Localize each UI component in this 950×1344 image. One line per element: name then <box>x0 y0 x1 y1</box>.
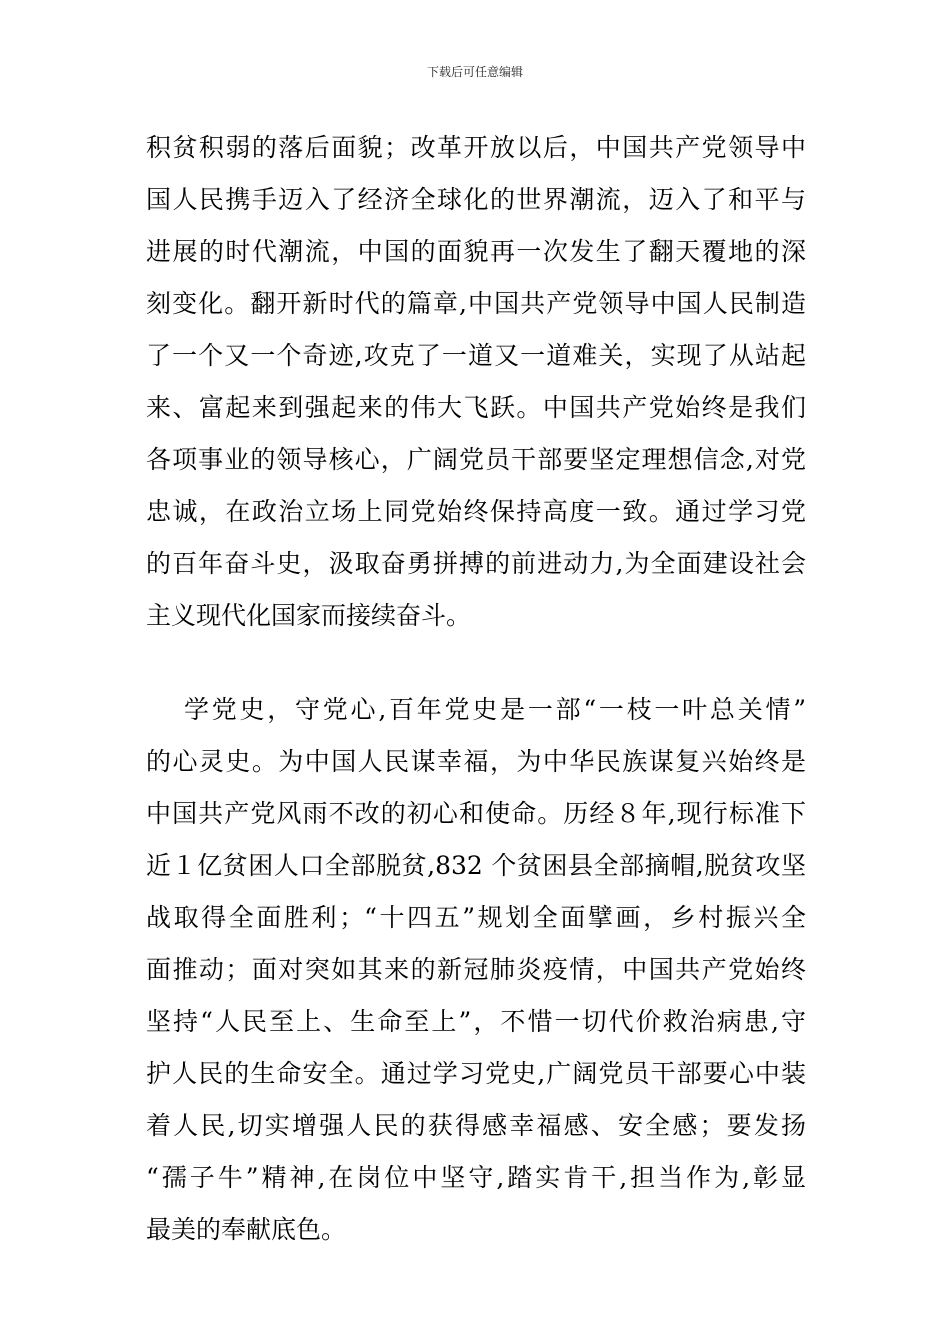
paragraph-line: 进展的时代潮流，中国的面貌再一次发生了翻天覆地的深 <box>146 237 806 266</box>
paragraph-line: 忠诚，在政治立场上同党始终保持高度一致。通过学习党 <box>146 497 806 526</box>
paragraph-line: 中国共产党风雨不改的初心和使命。历经８年,现行标准下 <box>146 799 806 828</box>
paragraph-line: 国人民携手迈入了经济全球化的世界潮流，迈入了和平与 <box>146 185 806 214</box>
paragraph-line: 的心灵史。为中国人民谋幸福，为中华民族谋复兴始终是 <box>146 747 806 776</box>
paragraph-line: 面推动；面对突如其来的新冠肺炎疫情，中国共产党始终 <box>146 955 806 984</box>
paragraph-line: 的百年奋斗史，汲取奋勇拼搏的前进动力,为全面建设社会 <box>146 549 806 578</box>
paragraph-line: 护人民的生命安全。通过学习党史,广阔党员干部要心中装 <box>146 1059 806 1088</box>
paragraph-line: 坚持“人民至上、生命至上”，不惜一切代价救治病患,守 <box>146 1007 806 1036</box>
paragraph-line: 积贫积弱的落后面貌；改革开放以后，中国共产党领导中 <box>146 133 806 162</box>
paragraph-line: 刻变化。翻开新时代的篇章,中国共产党领导中国人民制造 <box>146 289 806 318</box>
paragraph-line: 各项事业的领导核心，广阔党员干部要坚定理想信念,对党 <box>146 445 806 474</box>
paragraph-line: 学党史，守党心,百年党史是一部“一枝一叶总关情” <box>184 695 806 724</box>
paragraph-line: 来、富起来到强起来的伟大飞跃。中国共产党始终是我们 <box>146 393 806 422</box>
paragraph-line: 最美的奉献底色。 <box>146 1215 347 1244</box>
paragraph-line: 着人民,切实增强人民的获得感幸福感、安全感；要发扬 <box>146 1111 806 1140</box>
paragraph-line: “孺子牛”精神,在岗位中坚守,踏实肯干,担当作为,彰显 <box>146 1163 806 1192</box>
paragraph-line: 了一个又一个奇迹,攻克了一道又一道难关，实现了从站起 <box>146 341 806 370</box>
paragraph-line: 近１亿贫困人口全部脱贫,832 个贫困县全部摘帽,脱贫攻坚 <box>146 851 806 880</box>
paragraph-line: 战取得全面胜利；“十四五”规划全面擘画，乡村振兴全 <box>146 903 806 932</box>
page-header: 下载后可任意编辑 <box>426 65 523 79</box>
paragraph-line: 主义现代化国家而接续奋斗。 <box>146 601 472 630</box>
